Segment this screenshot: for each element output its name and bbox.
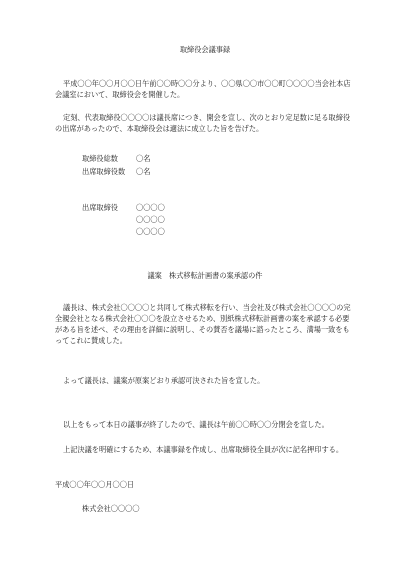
agenda-body: 議長は、株式会社〇〇〇〇と共同して株式移転を行い、当会社及び株式会社〇〇〇〇の完全親会社となる株式会社〇〇〇を設立させるため、別紙株式移転計画書の案を承認する必要がある旨を述べ、その理由を詳細に説明し、その賛否を議場に諮ったところ、満場一致をもってこれに賛成した。 (55, 303, 351, 345)
attending-count-value: 〇名 (136, 167, 151, 176)
resolution-text: よって議長は、議案が原案どおり承認可決された旨を宣した。 (63, 376, 265, 385)
company-name: 株式会社〇〇〇〇 (82, 504, 140, 513)
attending-count-label: 出席取締役数 (82, 167, 126, 176)
director-total-label: 取締役総数 (82, 154, 118, 163)
director-total-value: 〇名 (136, 154, 151, 163)
attendee-name: 〇〇〇〇 (136, 203, 165, 212)
document-date: 平成〇〇年〇〇月〇〇日 (55, 480, 135, 489)
attendee-name: 〇〇〇〇 (136, 227, 165, 236)
closing-text: 以上をもって本日の議事が終了したので、議長は午前〇〇時〇〇分閉会を宣した。 (63, 420, 329, 429)
document-title: 取締役会議事録 (179, 45, 231, 54)
intro-paragraph: 平成〇〇年〇〇月〇〇日午前〇〇時〇〇分より、〇〇県〇〇市〇〇町〇〇〇〇当会社本店会議室において、取締役会を開催した。 (55, 79, 351, 99)
attendee-name: 〇〇〇〇 (136, 215, 165, 224)
attendees-label: 出席取締役 (82, 203, 118, 212)
quorum-paragraph: 定刻、代表取締役〇〇〇〇は議長席につき、開会を宣し、次のとおり定足数に足る取締役の出席があったので、本取締役会は適法に成立した旨を告げた。 (55, 113, 351, 133)
agenda-title: 議案 株式移転計画書の案承認の件 (147, 271, 263, 280)
signature-note: 上記決議を明確にするため、本議事録を作成し、出席取締役全員が次に記名押印する。 (63, 445, 344, 454)
